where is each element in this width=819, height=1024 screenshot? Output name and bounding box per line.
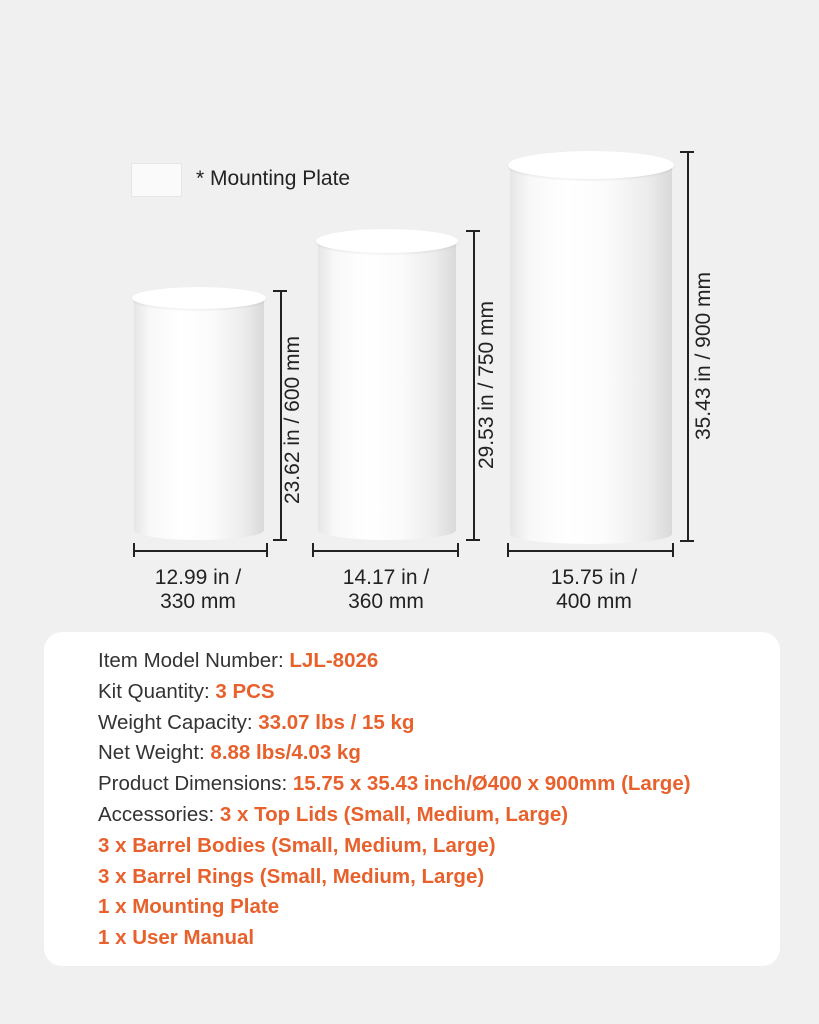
height-tick-medium-top [466, 230, 480, 232]
spec-dimensions: Product Dimensions: 15.75 x 35.43 inch/Ø400 x 900mm (Large) [98, 772, 691, 796]
width-line-large [507, 550, 673, 552]
width-tick-medium-left [312, 543, 314, 557]
width-tick-large-left [507, 543, 509, 557]
height-tick-medium-bottom [466, 539, 480, 541]
cylinder-large-lid [508, 151, 674, 179]
cylinder-medium-lid [316, 229, 458, 253]
cylinder-small-body [134, 297, 264, 540]
width-label-medium [306, 566, 466, 614]
width-line-small [133, 550, 267, 552]
spec-net-weight: Net Weight: 8.88 lbs/4.03 kg [98, 741, 361, 765]
width-label-medium-mm: 360 mm [348, 590, 424, 613]
width-tick-large-right [672, 543, 674, 557]
height-line-large [687, 151, 689, 541]
width-label-medium-in: 14.17 in / [342, 566, 430, 589]
height-tick-small-top [273, 290, 287, 292]
spec-accessory-manual: 1 x User Manual [98, 926, 255, 950]
spec-list [98, 646, 691, 954]
height-tick-large-top [680, 151, 694, 153]
height-label-medium: 29.53 in / 750 mm [475, 300, 498, 470]
spec-accessories: Accessories: 3 x Top Lids (Small, Medium, Large) [98, 802, 569, 826]
spec-capacity: Weight Capacity: 33.07 lbs / 15 kg [98, 710, 415, 734]
height-label-large: 35.43 in / 900 mm [692, 271, 715, 441]
width-tick-small-left [133, 543, 135, 557]
width-line-medium [312, 550, 458, 552]
width-label-large [514, 566, 674, 614]
spec-accessory-bodies: 3 x Barrel Bodies (Small, Medium, Large) [98, 833, 496, 857]
spec-quantity: Kit Quantity: 3 PCS [98, 679, 275, 703]
width-label-small [118, 566, 278, 614]
cylinder-medium [318, 229, 456, 540]
spec-model: Item Model Number: LJL-8026 [98, 649, 379, 672]
width-tick-medium-right [457, 543, 459, 557]
legend-label: * Mounting Plate [196, 167, 351, 190]
cylinder-medium-body [318, 241, 456, 540]
cylinder-large-body [510, 165, 672, 544]
width-label-small-mm: 330 mm [160, 590, 236, 613]
spec-accessory-rings: 3 x Barrel Rings (Small, Medium, Large) [98, 864, 485, 888]
height-tick-small-bottom [273, 539, 287, 541]
cylinder-small-lid [132, 287, 266, 309]
cylinder-small [134, 287, 264, 540]
width-label-large-mm: 400 mm [556, 590, 632, 613]
cylinder-large [510, 151, 672, 544]
width-label-small-in: 12.99 in / [154, 566, 242, 589]
mounting-plate-swatch [131, 163, 182, 197]
spec-accessory-plate: 1 x Mounting Plate [98, 895, 280, 919]
height-label-small: 23.62 in / 600 mm [281, 335, 304, 505]
width-tick-small-right [266, 543, 268, 557]
width-label-large-in: 15.75 in / [550, 566, 638, 589]
height-tick-large-bottom [680, 540, 694, 542]
